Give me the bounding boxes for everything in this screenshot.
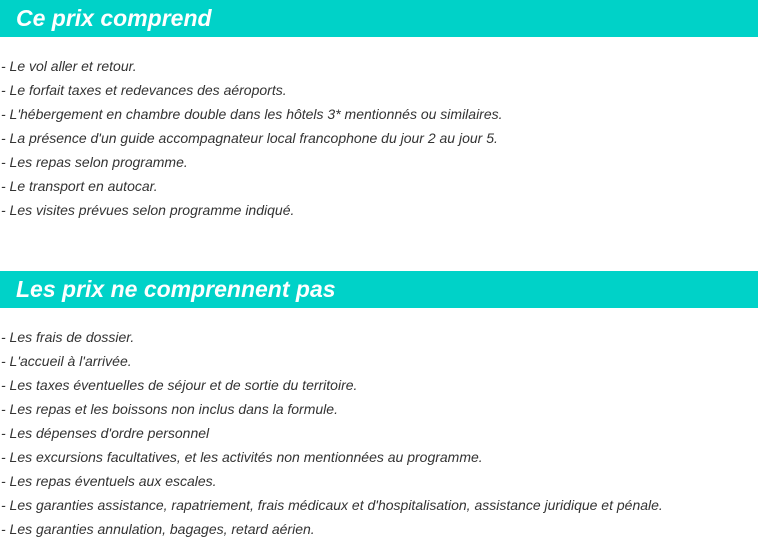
excluded-title: Les prix ne comprennent pas: [0, 271, 758, 308]
list-item: - Les garanties annulation, bagages, retard aérien.: [1, 521, 315, 537]
excluded-section: [0, 271, 758, 541]
list-item: - Les taxes éventuelles de séjour et de sortie du territoire.: [1, 377, 358, 393]
list-item: - Les visites prévues selon programme indiqué.: [1, 202, 295, 218]
excluded-list: [0, 325, 758, 541]
list-item: - Les repas éventuels aux escales.: [1, 473, 217, 489]
list-item: - L'accueil à l'arrivée.: [1, 353, 132, 369]
list-item: - Le forfait taxes et redevances des aéroports.: [1, 82, 287, 98]
list-item: - Les excursions facultatives, et les activités non mentionnées au programme.: [1, 449, 483, 465]
list-item: - Les repas et les boissons non inclus dans la formule.: [1, 401, 338, 417]
included-title: Ce prix comprend: [0, 0, 758, 37]
included-section: [0, 0, 758, 222]
list-item: - Le vol aller et retour.: [1, 58, 137, 74]
list-item: - Les dépenses d'ordre personnel: [1, 425, 210, 441]
list-item: - La présence d'un guide accompagnateur local francophone du jour 2 au jour 5.: [1, 130, 498, 146]
list-item: - Les frais de dossier.: [1, 329, 135, 345]
list-item: - Les repas selon programme.: [1, 154, 188, 170]
list-item: - Les garanties assistance, rapatriement, frais médicaux et d'hospitalisation, assistance juridique et pénale.: [1, 497, 663, 513]
included-list: [0, 54, 758, 222]
list-item: - Le transport en autocar.: [1, 178, 158, 194]
list-item: - L'hébergement en chambre double dans les hôtels 3* mentionnés ou similaires.: [1, 106, 503, 122]
